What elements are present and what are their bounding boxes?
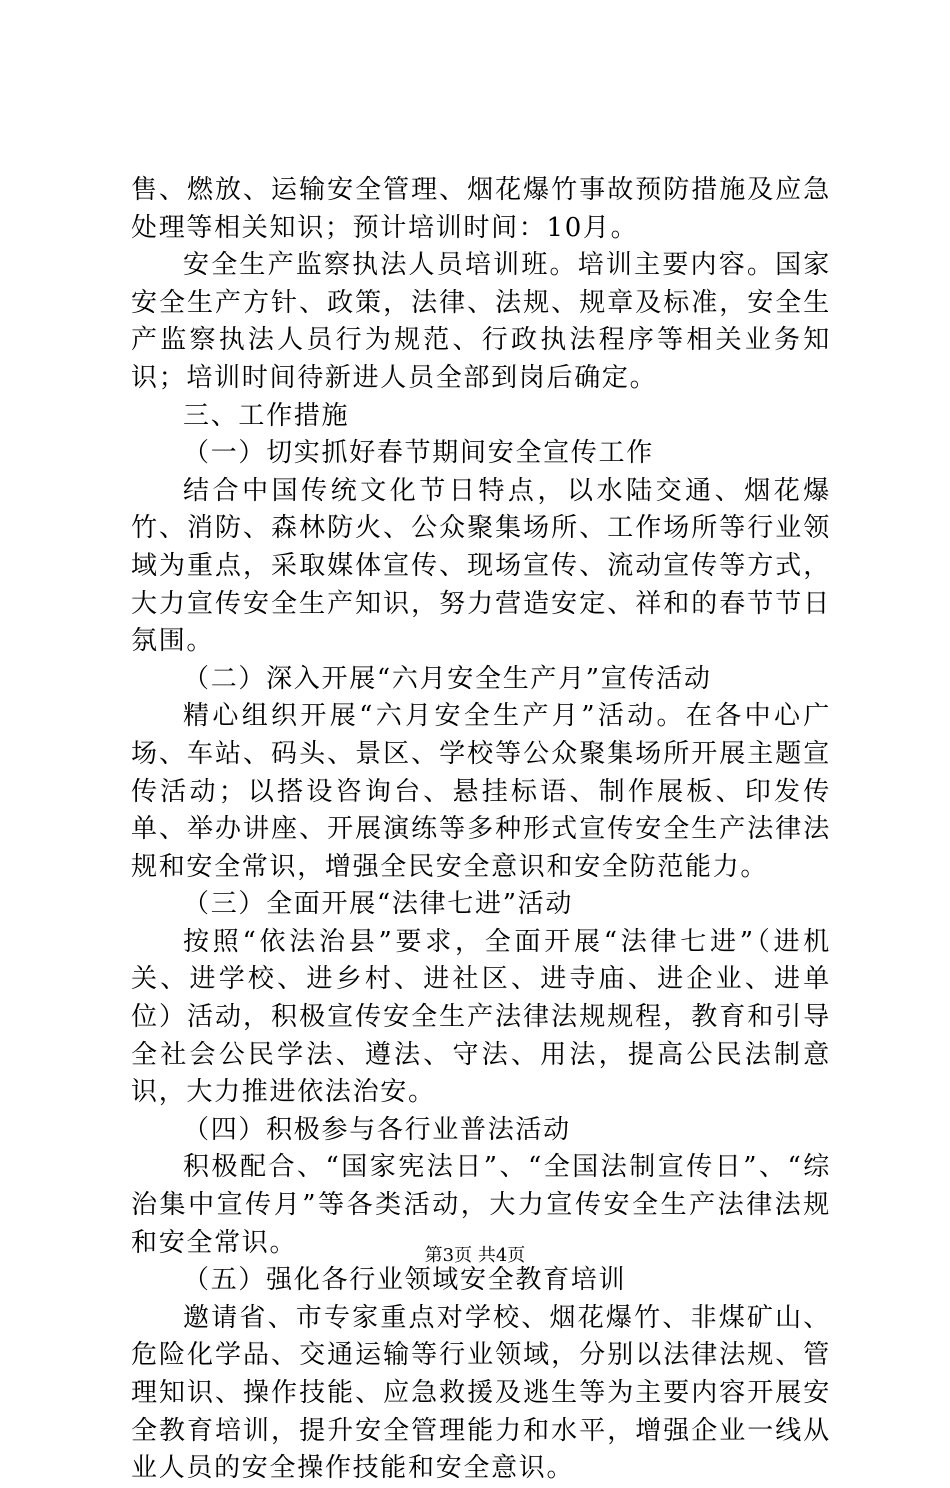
subheading-safety-month: （二）深入开展“六月安全生产月”宣传活动 (183, 663, 712, 694)
paragraph-spring-festival: 结合中国传统文化节日特点，以水陆交通、烟花爆竹、消防、森林防火、公众聚集场所、工作场所等行业领域为重点，采取媒体宣传、现场宣传、流动宣传等方式，大力宣传安全生产知识，努力营造安定、祥和的春节节日氛围。 (131, 475, 831, 657)
document-body (131, 172, 831, 1488)
section-heading-work-measures: 三、工作措施 (183, 400, 350, 431)
subheading-spring-festival: （一）切实抓好春节期间安全宣传工作 (183, 438, 654, 469)
paragraph-safety-month: 精心组织开展“六月安全生产月”活动。在各中心广场、车站、码头、景区、学校等公众聚集场所开展主题宣传活动；以搭设咨询台、悬挂标语、制作展板、印发传单、举办讲座、开展演练等多种形式宣传安全生产法律法规和安全常识，增强全民安全意识和安全防范能力。 (131, 701, 831, 882)
subheading-law-seven: （三）全面开展“法律七进”活动 (183, 889, 574, 920)
subheading-law-popularization: （四）积极参与各行业普法活动 (183, 1114, 571, 1145)
subheading-safety-education: （五）强化各行业领域安全教育培训 (183, 1265, 627, 1296)
paragraph-inspector-training: 安全生产监察执法人员培训班。培训主要内容。国家安全生产方针、政策，法律、法规、规章及标准，安全生产监察执法人员行为规范、行政执法程序等相关业务知识；培训时间待新进人员全部到岗后确定。 (131, 250, 831, 393)
page-number-footer: 第3页 共4页 (424, 1245, 526, 1266)
paragraph-training-content-continued: 售、燃放、运输安全管理、烟花爆竹事故预防措施及应急处理等相关知识；预计培训时间：10月。 (131, 175, 831, 243)
paragraph-law-popularization: 积极配合、“国家宪法日”、“全国法制宣传日”、“综治集中宣传月”等各类活动，大力宣传安全生产法律法规和安全常识。 (131, 1152, 831, 1258)
paragraph-law-seven: 按照“依法治县”要求，全面开展“法律七进”（进机关、进学校、进乡村、进社区、进寺庙、进企业、进单位）活动，积极宣传安全生产法律法规规程，教育和引导全社会公民学法、遵法、守法、用法，提高公民法制意识，大力推进依法治安。 (131, 926, 831, 1108)
paragraph-safety-education: 邀请省、市专家重点对学校、烟花爆竹、非煤矿山、危险化学品、交通运输等行业领域，分别以法律法规、管理知识、操作技能、应急救援及逃生等为主要内容开展安全教育培训，提升安全管理能力和水平，增强企业一线从业人员的安全操作技能和安全意识。 (131, 1302, 831, 1484)
